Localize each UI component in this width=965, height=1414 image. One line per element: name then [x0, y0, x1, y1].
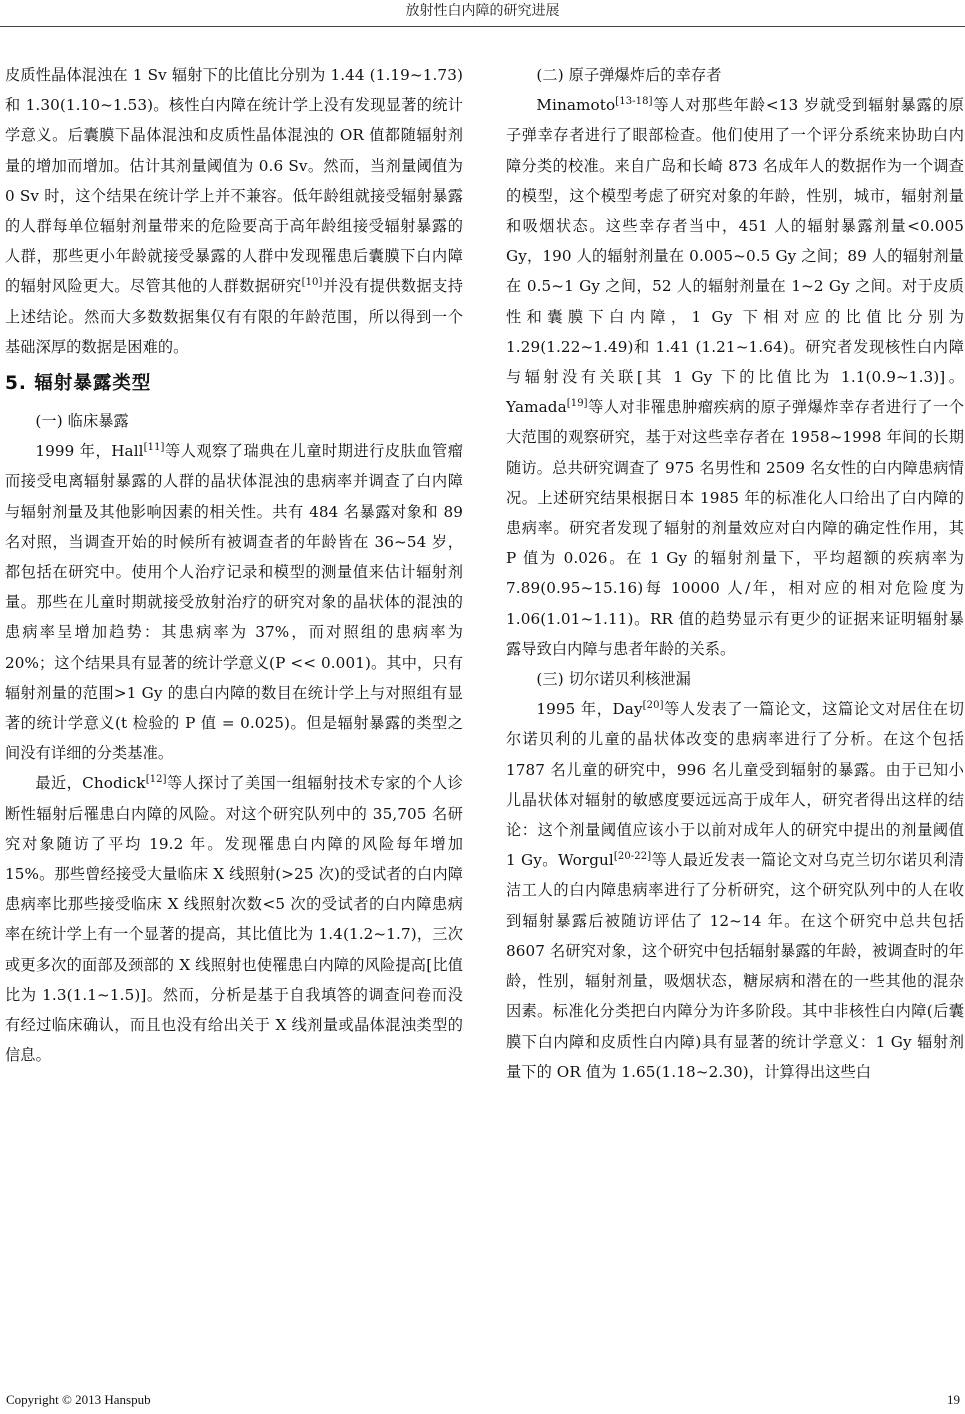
running-head: 放射性白内障的研究进展 — [405, 3, 560, 19]
copyright-footer: Copyright © 2013 Hanspub — [6, 1392, 151, 1407]
left-column — [5, 60, 463, 1071]
citation: [20-22] — [613, 851, 652, 863]
right-column — [506, 60, 964, 1087]
paragraph-continuation: 皮质性晶体混浊在 1 Sv 辐射下的比值比分别为 1.44 (1.19~1.73)和 1.30(1.10~1.53)。核性白内障在统计学上没有发现显著的统计学意义。后囊膜下晶体混浊和皮质性晶体混浊的 OR 值都随辐射剂量的增加而增加。估计其剂量阈值为 0.6 Sv。然而，当剂量阈值为 0 Sv 时，这个结果在统计学上并不兼容。低年龄组就接受辐射暴露的人群每单位辐射剂量带来的危险要高于高年龄组接受辐射暴露的人群，那些更小年龄就接受暴露的人群中发现罹患后囊膜下白内障的辐射风险更大。尽管其他的人群数据研究[10]并没有提供数据支持上述结论。然而大多数数据集仅有有限的年龄范围，所以得到一个基础深厚的数据是困难的。 — [5, 66, 463, 356]
subsection-heading: (二) 原子弹爆炸后的幸存者 — [536, 66, 722, 84]
section-heading: 5. 辐射暴露类型 — [5, 373, 152, 395]
paragraph-day: 1995 年，Day[20]等人发表了一篇论文，这篇论文对居住在切尔诺贝利的儿童的晶状体改变的患病率进行了分析。在这个包括 1787 名儿童的研究中，996 名儿童受到辐射的暴露。由于已知小儿晶状体对辐射的敏感度要远远高于成年人，研究者得出这样的结论：这个剂量阈值应该小于以前对成年人的研究中提出的剂量阈值 1 Gy。Worgul[20-22]等人最近发表一篇论文对乌克兰切尔诺贝利清洁工人的白内障患病率进行了分析研究，这个研究队列中的人在收到辐射暴露后被随访评估了 12~14 年。在这个研究中总共包括 8607 名研究对象，这个研究中包括辐射暴露的年龄，被调查时的年龄，性别，辐射剂量，吸烟状态，糖尿病和潜在的一些其他的混杂因素。标准化分类把白内障分为许多阶段。其中非核性白内障(后囊膜下白内障和皮质性白内障)具有显著的统计学意义：1 Gy 辐射剂量下的 OR 值为 1.65(1.18~2.30)，计算得出这些白 — [506, 700, 964, 1081]
citation: [19] — [566, 398, 588, 410]
citation: [12] — [145, 774, 167, 786]
subsection-heading: (一) 临床暴露 — [35, 412, 129, 431]
citation: [13-18] — [615, 96, 653, 108]
page-number: 19 — [947, 1392, 960, 1407]
citation: [10] — [301, 277, 323, 289]
subsection-heading: (三) 切尔诺贝利核泄漏 — [536, 670, 691, 689]
paragraph-chodick: 最近，Chodick[12]等人探讨了美国一组辐射技术专家的个人诊断性辐射后罹患白内障的风险。对这个研究队列中的 35,705 名研究对象随访了平均 19.2 年。发现罹患白内障的风险每年增加 15%。那些曾经接受大量临床 X 线照射(>25 次)的受试者的白内障患病率比那些接受临床 X 线照射次数<5 次的受试者的白内障患病率在统计学上有一个显著的提高，其比值比为 1.4(1.2~1.7)，三次或更多次的面部及颈部的 X 线照射也使罹患白内障的风险提高[比值比为 1.3(1.1~1.5)]。然而，分析是基于自我填答的调查问卷而没有经过临床确认，而且也没有给出关于 X 线剂量或晶体混浊类型的信息。 — [5, 774, 463, 1065]
paragraph-minamoto: Minamoto[13-18]等人对那些年龄<13 岁就受到辐射暴露的原子弹幸存者进行了眼部检查。他们使用了一个评分系统来协助白内障分类的校准。来自广岛和长崎 873 名成年人的数据作为一个调查的模型，这个模型考虑了研究对象的年龄，性别，城市，辐射剂量和吸烟状态。这些幸存者当中，451 人的辐射暴露剂量<0.005 Gy，190 人的辐射剂量在 0.005~0.5 Gy 之间；89 人的辐射剂量在 0.5~1 Gy 之间，52 人的辐射剂量在 1~2 Gy 之间。对于皮质性和囊膜下白内障，1 Gy 下相对应的比值比分别为 1.29(1.22~1.49)和 1.41 (1.21~1.64)。研究者发现核性白内障与辐射没有关联[其 1 Gy 下的比值比为 1.1(0.9~1.3)]。Yamada[19]等人对非罹患肿瘤疾病的原子弹爆炸幸存者进行了一个大范围的观察研究，基于对这些幸存者在 1958~1998 年间的长期随访。总共研究调查了 975 名男性和 2509 名女性的白内障患病情况。上述研究结果根据日本 1985 年的标准化人口给出了白内障的患病率。研究者发现了辐射的剂量效应对白内障的确定性作用，其 P 值为 0.026。在 1 Gy 的辐射剂量下，平均超额的疾病率为 7.89(0.95~15.16)每 10000 人/年，相对应的相对危险度为 1.06(1.01~1.11)。RR 值的趋势显示有更少的证据来证明辐射暴露导致白内障与患者年龄的关系。 — [506, 96, 964, 658]
header-rule — [0, 26, 965, 27]
citation: [11] — [143, 442, 165, 454]
citation: [20] — [642, 700, 664, 712]
paragraph-hall: 1999 年，Hall[11]等人观察了瑞典在儿童时期进行皮肤血管瘤而接受电离辐射暴露的人群的晶状体混浊的患病率并调查了白内障与辐射剂量及其他影响因素的相关性。共有 484 名暴露对象和 89 名对照，当调查开始的时候所有被调查者的年龄皆在 36~54 岁，都包括在研究中。使用个人治疗记录和模型的测量值来估计辐射剂量。那些在儿童时期就接受放射治疗的研究对象的晶状体的混浊的患病率呈增加趋势：其患病率为 37%，而对照组的患病率为 20%；这个结果具有显著的统计学意义(P << 0.001)。其中，只有辐射剂量的范围>1 Gy 的患白内障的数目在统计学上与对照组有显著的统计学意义(t 检验的 P 值 = 0.025)。但是辐射暴露的类型之间没有详细的分类基准。 — [5, 442, 463, 763]
